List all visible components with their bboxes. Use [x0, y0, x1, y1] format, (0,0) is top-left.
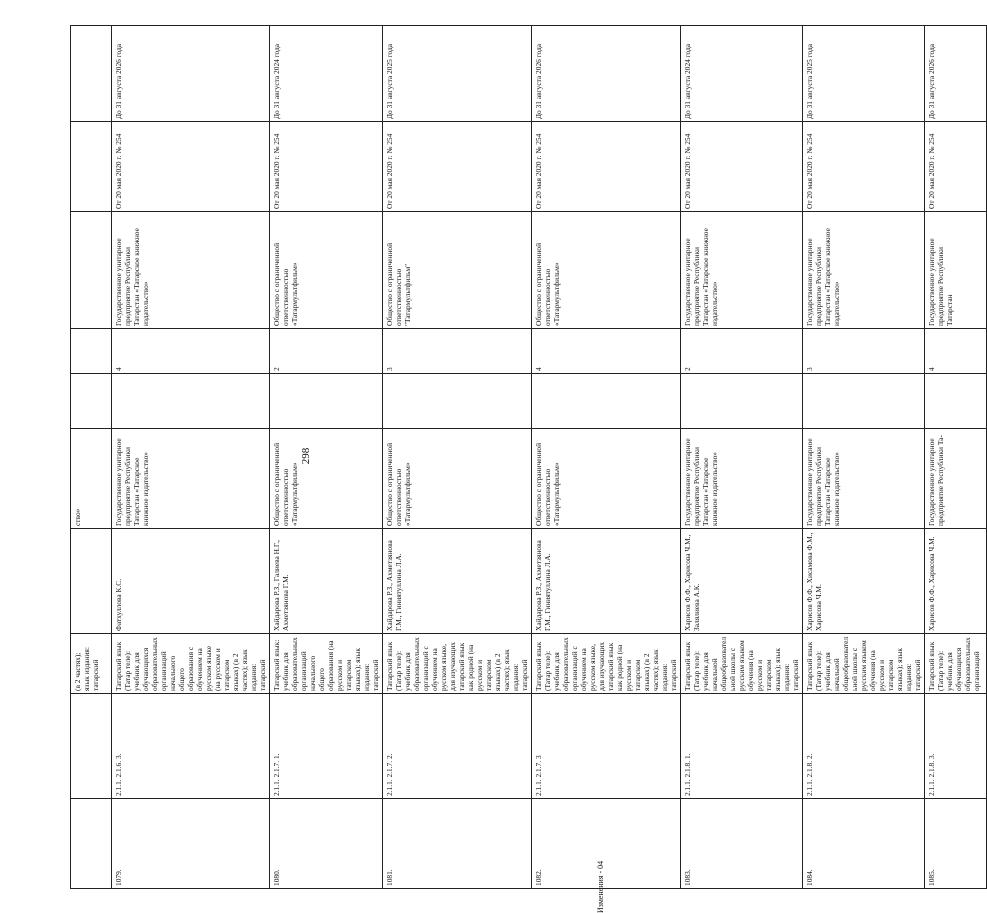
cell-deadline [71, 26, 112, 122]
cell-code [71, 694, 112, 799]
table-row [681, 26, 803, 889]
cell-num [71, 799, 112, 889]
row-empty [681, 374, 803, 429]
row-deadline: До 31 августа 2025 года [803, 26, 925, 122]
row-empty [803, 374, 925, 429]
page-number: 298 [300, 447, 312, 465]
row-title: Татарский язык (Татар теле): учебник для образовательных организаций с обучением на русском языке, для изучающих татарский язык как родной (на русском и татарском языках) (в 2 частях); язык издания: татарский [532, 634, 681, 694]
row-number: 1085. [925, 799, 987, 889]
row-title: Татарский язык (Татар теле): учебник для начальной общеобразовательной школы с русским языком обучения (на русском и татарском языках); язык издания: татарский [803, 634, 925, 694]
row-number: 1082. [532, 799, 681, 889]
row-legal-name: Государственное унитарное предприятие Республики Татарстан «Татарское книжное издательство» [112, 212, 270, 329]
row-number: 1083. [681, 799, 803, 889]
row-grade: 3 [383, 329, 532, 374]
row-order: От 20 мая 2020 г. № 254 [681, 122, 803, 212]
cell-grade [71, 329, 112, 374]
row-authors: Харисов Ф.Ф., Харисова Ч.М. [925, 529, 987, 634]
cell-order [71, 122, 112, 212]
row-deadline: До 31 августа 2025 года [383, 26, 532, 122]
table-row [532, 26, 681, 889]
cell-empty [71, 374, 112, 429]
cell-authors [71, 529, 112, 634]
row-authors: Хайдарова Р.З., Галиева Н.Г., Ахметзянова Г.М. [270, 529, 383, 634]
row-authors: Хайдарова Р.З., Ахметзянова Г.М., Гиниятуллина Л.А. [532, 529, 681, 634]
row-grade: 2 [270, 329, 383, 374]
row-order: От 20 мая 2020 г. № 254 [925, 122, 987, 212]
row-order: От 20 мая 2020 г. № 254 [383, 122, 532, 212]
row-publisher: Государственное унитарное предприятие Республики Та- [925, 429, 987, 529]
footer-note: Изменения - 04 [596, 860, 605, 913]
row-empty [925, 374, 987, 429]
row-code: 2.1.1. 2.1.6. 3. [112, 694, 270, 799]
table-row [925, 26, 987, 889]
cell-legal-name [71, 212, 112, 329]
row-number: 1080. [270, 799, 383, 889]
cell-title: (в 2 частях); язык издания: татарский [71, 634, 112, 694]
row-title: Татарский язык (Татар теле): учебник для обучающихся образовательных организаций [925, 634, 987, 694]
row-grade: 2 [681, 329, 803, 374]
row-empty [270, 374, 383, 429]
table-row [383, 26, 532, 889]
row-grade: 4 [532, 329, 681, 374]
row-grade: 4 [925, 329, 987, 374]
row-empty [383, 374, 532, 429]
table-row [270, 26, 383, 889]
cell-publisher: ство» [71, 429, 112, 529]
row-order: От 20 мая 2020 г. № 254 [803, 122, 925, 212]
row-legal-name: Государственное унитарное предприятие Республики Татарстан [925, 212, 987, 329]
row-deadline: До 31 августа 2024 года [270, 26, 383, 122]
row-code: 2.1.1. 2.1.7. 2. [383, 694, 532, 799]
row-number: 1084. [803, 799, 925, 889]
row-legal-name: Общество с ограниченной ответственностью «Татармультфильм» [532, 212, 681, 329]
row-deadline: До 31 августа 2026 года [532, 26, 681, 122]
row-title: Татарский язык (Татар теле): учебник для начальной общеобразовательной школы с русским языком обучения (на русском и татарском языках); язык издания: татарский [681, 634, 803, 694]
row-publisher: Общество с ограниченной ответственностью «Татармультфильм» [383, 429, 532, 529]
row-publisher: Государственное унитарное предприятие Республики Татарстан «Татарское книжное издательство» [803, 429, 925, 529]
row-title: Татарский язык (Татар теле): учебник для образовательных организаций с обучением на русском языке, для изучающих татарский язык как родной (на русском и татарском языках) (в 2 частях); язык издания: татарский [383, 634, 532, 694]
row-publisher: Общество с ограниченной ответственностью «Татармультфильм» [532, 429, 681, 529]
row-empty [532, 374, 681, 429]
row-code: 2.1.1. 2.1.8. 2. [803, 694, 925, 799]
row-publisher: Государственное унитарное предприятие Республики Татарстан «Татарское книжное издательство» [681, 429, 803, 529]
header-row [71, 26, 112, 889]
row-legal-name: Государственное унитарное предприятие Республики Татарстан «Татарское книжное издательство» [681, 212, 803, 329]
row-authors: Фатхуллова К.С. [112, 529, 270, 634]
row-order: От 20 мая 2020 г. № 254 [532, 122, 681, 212]
row-publisher: Государственное унитарное предприятие Республики Татарстан «Татарское книжное издательство» [112, 429, 270, 529]
row-deadline: До 31 августа 2026 года [112, 26, 270, 122]
row-legal-name: Общество с ограниченной ответственностью "Татармультфильм" [383, 212, 532, 329]
row-deadline: До 31 августа 2026 года [925, 26, 987, 122]
row-title: Татарский язык: учебник для образовательных организаций начального общего образования (на русском и татарском языках); язык издания: татарский [270, 634, 383, 694]
row-publisher: Общество с ограниченной ответственностью «Татармультфильм» [270, 429, 383, 529]
table-row [803, 26, 925, 889]
row-code: 2.1.1. 2.1.7. 1. [270, 694, 383, 799]
row-order: От 20 мая 2020 г. № 254 [270, 122, 383, 212]
row-deadline: До 31 августа 2024 года [681, 26, 803, 122]
row-legal-name: Государственное унитарное предприятие Республики Татарстан «Татарское книжное издательство» [803, 212, 925, 329]
row-grade: 3 [803, 329, 925, 374]
row-authors: Харисов Ф.Ф., Хисамова Ф.М., Харисова Ч.М. [803, 529, 925, 634]
row-empty [112, 374, 270, 429]
row-code: 2.1.1. 2.1.8. 1. [681, 694, 803, 799]
row-code: 2.1.1. 2.1.7. 3 [532, 694, 681, 799]
row-number: 1079. [112, 799, 270, 889]
row-grade: 4 [112, 329, 270, 374]
table-row [112, 26, 270, 889]
row-number: 1081. [383, 799, 532, 889]
row-code: 2.1.1. 2.1.8. 3. [925, 694, 987, 799]
row-authors: Харисов Ф.Ф., Харисова Ч.М., Залялиева А.К. [681, 529, 803, 634]
row-authors: Хайдарова Р.З., Ахметзянова Г.М., Гиниятуллина Л.А. [383, 529, 532, 634]
row-legal-name: Общество с ограниченной ответственностью «Татармультфильм» [270, 212, 383, 329]
row-order: От 20 мая 2020 г. № 254 [112, 122, 270, 212]
row-title: Татарский язык (Татар теле): учебник для обучающихся образовательных организаций начального общего образования с обучением на русском языке (на русском и татарском языках) (в 2 частях); язык издания: татарский [112, 634, 270, 694]
textbook-table [70, 26, 981, 889]
